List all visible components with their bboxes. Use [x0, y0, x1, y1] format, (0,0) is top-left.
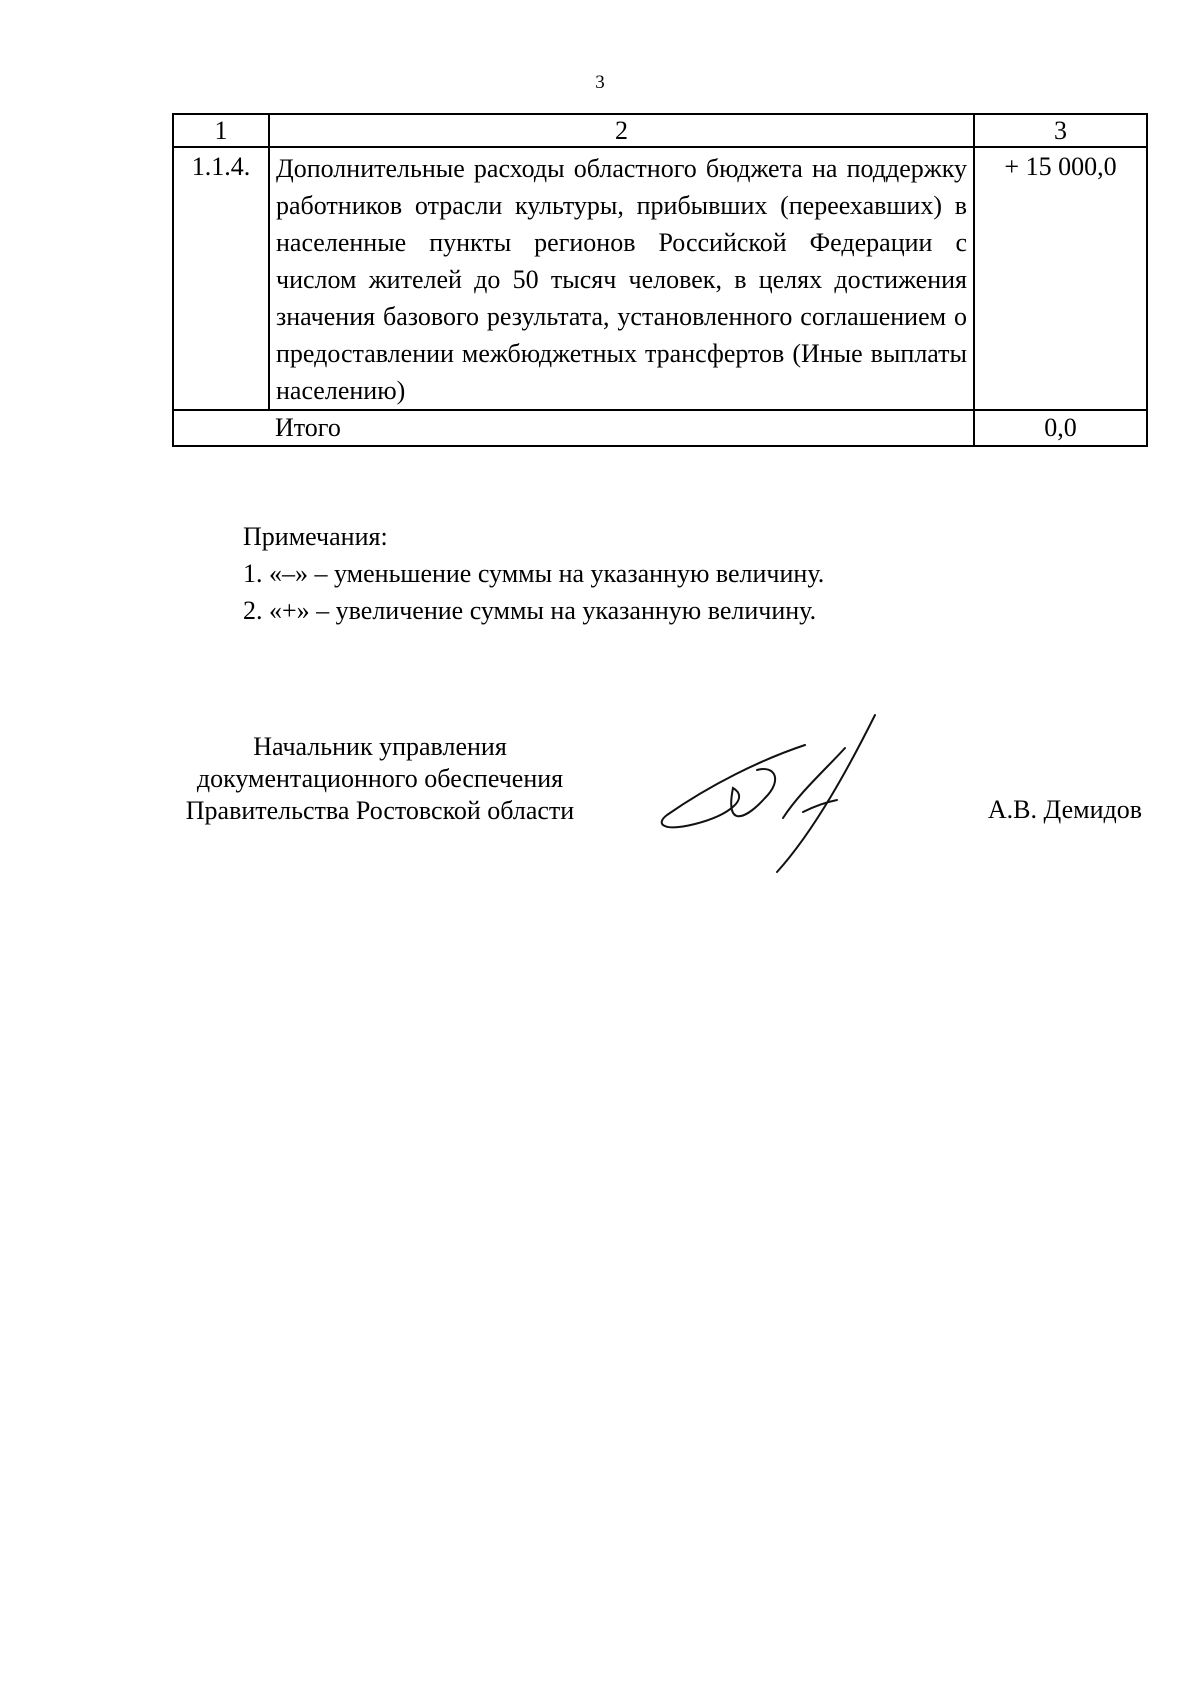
total-row [173, 410, 1147, 446]
header-cell-2: 2 [269, 114, 974, 147]
note-item-1: 1. «–» – уменьшение суммы на указанную величину. [243, 559, 825, 588]
row-number: 1.1.4. [173, 147, 269, 410]
signer-title-line-3: Правительства Ростовской области [185, 796, 575, 825]
signer-title-line-2: документационного обеспечения [196, 764, 564, 793]
note-item-2: 2. «+» – увеличение суммы на указанную величину. [243, 596, 817, 625]
notes-section [243, 518, 824, 629]
table-row [173, 147, 1147, 410]
total-blank-cell [173, 410, 269, 446]
handwritten-signature [655, 710, 955, 890]
signer-name: А.В. Демидов [987, 795, 1142, 824]
page-number: 3 [595, 72, 605, 93]
row-amount: + 15 000,0 [974, 147, 1147, 410]
header-cell-3: 3 [974, 114, 1147, 147]
signer-title-line-1: Начальник управления [253, 732, 507, 761]
signer-title [160, 731, 600, 827]
row-description: Дополнительные расходы областного бюджета на поддержку работников отрасли культуры, прибывших (переехавших) в населенные пункты регионов Российской Федерации с числом жителей до 50 тысяч человек, в целях достижения значения базового результата, установленного соглашением о предоставлении межбюджетных трансфертов (Иные выплаты населению) [269, 147, 974, 410]
budget-table [172, 113, 1148, 447]
total-label: Итого [269, 410, 974, 446]
total-value: 0,0 [974, 410, 1147, 446]
notes-title: Примечания: [243, 522, 388, 551]
header-cell-1: 1 [173, 114, 269, 147]
table-header-row [173, 114, 1147, 147]
